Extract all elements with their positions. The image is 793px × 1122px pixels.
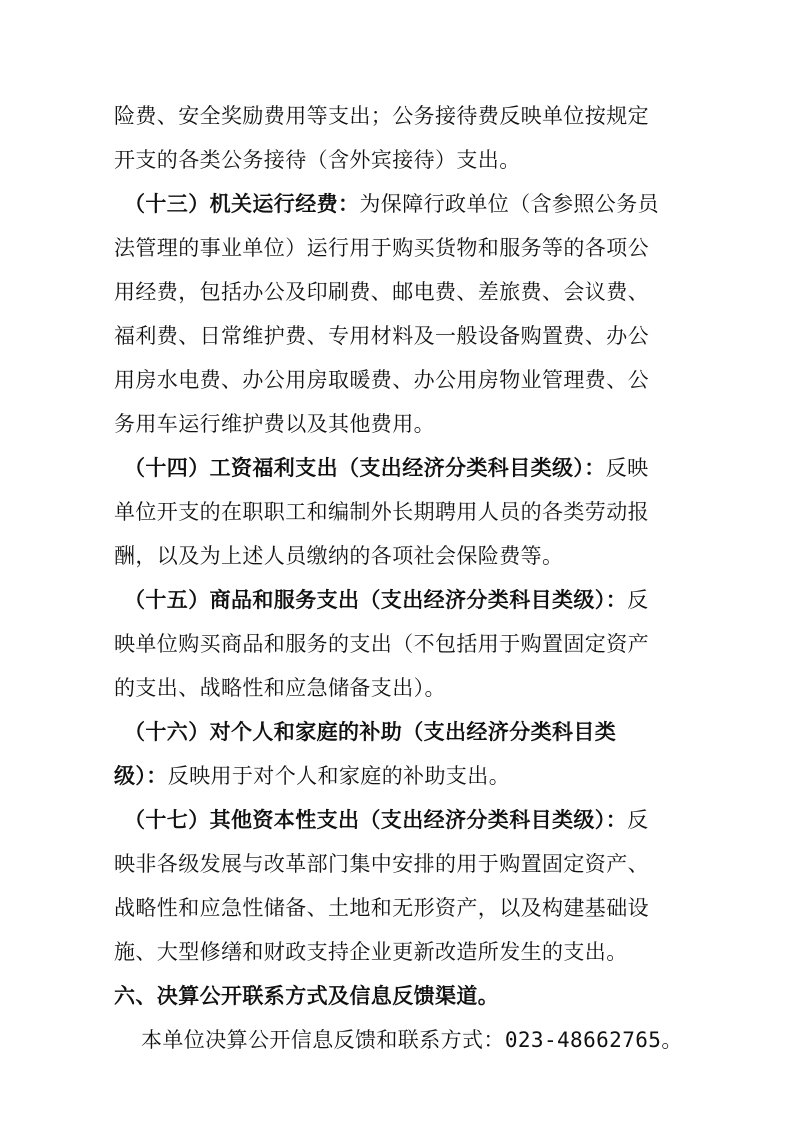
paragraph-line: 单位开支的在职职工和编制外长期聘用人员的各类劳动报 [114,500,649,524]
section-title: 级）： [114,763,168,788]
section-heading-17 [124,806,704,834]
section-title: （十三）机关运行经费： [124,191,360,216]
paragraph-line: 务用车运行维护费以及其他费用。 [114,412,435,436]
section-heading-13 [124,190,704,218]
section-text: 反 [627,588,649,612]
section-heading-14 [124,454,704,482]
section-heading-6: 六、决算公开联系方式及信息反馈渠道。 [114,983,500,1008]
section-text: 反映用于对个人和家庭的补助支出。 [167,764,511,788]
paragraph-line: 的支出、战略性和应急储备支出）。 [114,676,446,700]
section-text: 反 [627,808,649,832]
paragraph-line: 法管理的事业单位）运行用于购买货物和服务等的各项公 [114,236,649,260]
paragraph-line: 施、大型修缮和财政支持企业更新改造所发生的支出。 [114,940,628,964]
section-title: （十七）其他资本性支出（支出经济分类科目类级）： [124,807,628,832]
paragraph-line: 酬，以及为上述人员缴纳的各项社会保险费等。 [114,544,564,568]
paragraph-line: 映非各级发展与改革部门集中安排的用于购置固定资产、 [114,852,649,876]
contact-phone: 023-48662765 [504,1028,662,1052]
section-heading-15 [124,586,704,614]
paragraph-line: 映单位购买商品和服务的支出（不包括用于购置固定资产 [114,632,649,656]
contact-line [141,1026,721,1054]
paragraph-line: 战略性和应急性储备、土地和无形资产，以及构建基础设 [114,896,649,920]
section-text: 反映 [605,456,649,480]
section-heading-16: （十六）对个人和家庭的补助（支出经济分类科目类 [124,719,617,744]
paragraph-line: 用经费，包括办公及印刷费、邮电费、差旅费、会议费、 [114,280,649,304]
paragraph-line: 用房水电费、办公用房取暖费、办公用房物业管理费、公 [114,368,649,392]
section-text: 为保障行政单位（含参照公务员 [359,192,660,216]
paragraph-line: 开支的各类公务接待（含外宾接待）支出。 [114,148,521,172]
section-title: （十五）商品和服务支出（支出经济分类科目类级）： [124,587,628,612]
section-title: （十四）工资福利支出（支出经济分类科目类级）： [124,455,606,480]
paragraph-line [114,762,694,790]
contact-label: 本单位决算公开信息反馈和联系方式： [141,1028,505,1052]
paragraph-line: 福利费、日常维护费、专用材料及一般设备购置费、办公 [114,324,649,348]
contact-tail: 。 [661,1028,683,1052]
paragraph-line: 险费、安全奖励费用等支出；公务接待费反映单位按规定 [114,104,649,128]
